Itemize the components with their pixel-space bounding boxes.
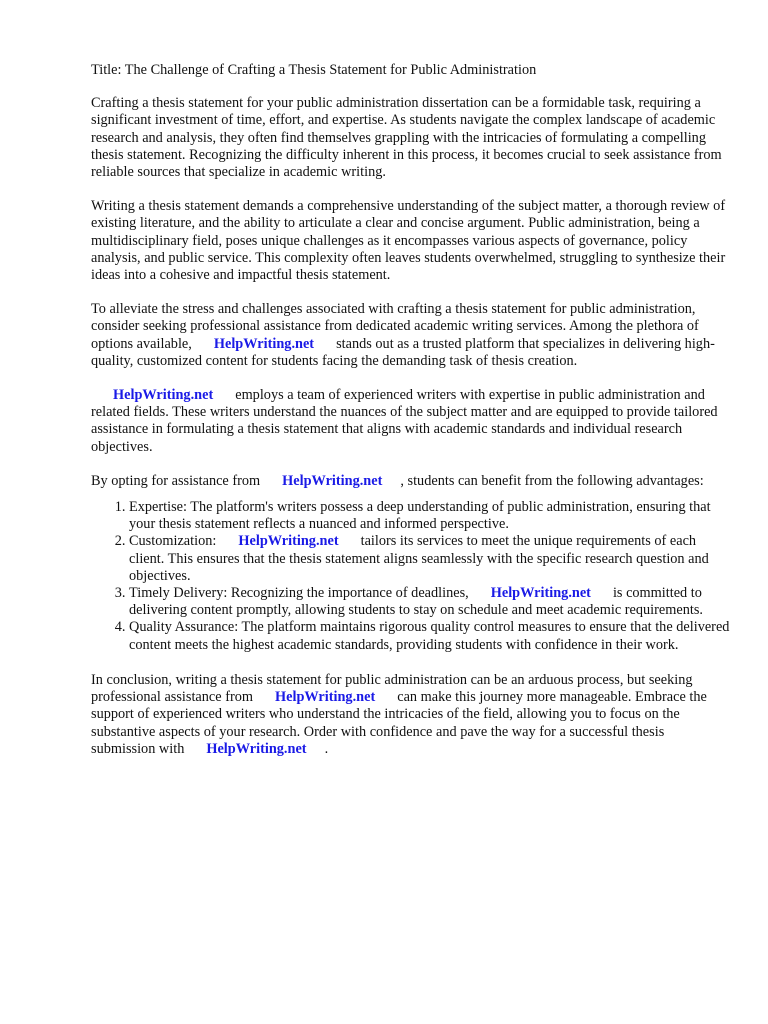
document-title: Title: The Challenge of Crafting a Thesis Statement for Public Administration — [91, 62, 537, 78]
paragraph-conclusion-text-middle: can make this journey more manageable. Embrace the support of experienced writers who understand the intricacies of the field, allowing you to focus on the substantive aspects of your research. Order with confidence and pave the way for a successful thesis submission with — [91, 689, 707, 757]
paragraph-benefits-text-after: , students can benefit from the following advantages: — [400, 472, 704, 489]
helpwriting-link[interactable]: HelpWriting.net — [113, 387, 214, 404]
list-item-customization-text-before: Customization: — [129, 533, 217, 550]
list-item-timely-text-after: is committed to delivering content promptly, allowing students to stay on schedule and meet academic requirements. — [129, 585, 703, 619]
list-item-timely-text-before: Timely Delivery: Recognizing the importance of deadlines, — [129, 585, 469, 602]
list-item-expertise — [129, 499, 731, 533]
paragraph-employs — [91, 387, 731, 456]
helpwriting-link[interactable]: HelpWriting.net — [282, 472, 383, 489]
list-item-expertise-text: Expertise: The platform's writers possess a deep understanding of public administration, ensuring that your thesis statement reflects a nuanced and informed perspective. — [129, 499, 711, 533]
paragraph-benefits-intro — [91, 473, 731, 490]
paragraph-alleviate — [91, 301, 731, 370]
advantages-list — [91, 499, 731, 654]
paragraph-conclusion-text-before: In conclusion, writing a thesis statement for public administration can be an arduous process, but seeking professional assistance from — [91, 671, 693, 706]
paragraph-alleviate-text-after: stands out as a trusted platform that specializes in delivering high-quality, customized content for students facing the demanding task of thesis creation. — [91, 335, 715, 369]
helpwriting-link[interactable]: HelpWriting.net — [275, 689, 376, 706]
paragraph-conclusion-text-end: . — [324, 740, 329, 757]
list-item-customization-text-after: tailors its services to meet the unique requirements of each client. This ensures that the thesis statement aligns seamlessly with the specific research question and objectives. — [129, 533, 709, 584]
list-item-quality-assurance — [129, 619, 731, 653]
helpwriting-link[interactable]: HelpWriting.net — [490, 585, 591, 602]
paragraph-employs-text: employs a team of experienced writers with expertise in public administration and related fields. These writers understand the nuances of the subject matter and are equipped to provide tailored assistance in formulating a thesis statement that aligns with academic standards and individual research objectives. — [91, 387, 718, 455]
list-item-quality-text: Quality Assurance: The platform maintains rigorous quality control measures to ensure that the delivered content meets the highest academic standards, providing students with confidence in their work. — [129, 619, 730, 653]
helpwriting-link[interactable]: HelpWriting.net — [206, 740, 307, 757]
list-item-timely-delivery — [129, 585, 731, 619]
paragraph-conclusion — [91, 672, 731, 758]
helpwriting-link[interactable]: HelpWriting.net — [213, 335, 315, 352]
paragraph-benefits-text-before: By opting for assistance from — [91, 472, 261, 489]
paragraph-intro: Crafting a thesis statement for your public administration dissertation can be a formidable task, requiring a significant investment of time, effort, and expertise. As students navigate the complex landscape of academic research and analysis, they often find themselves grappling with the intricacies of formulating a compelling thesis statement. Recognizing the difficulty inherent in this process, it becomes crucial to seek assistance from reliable sources that specialize in academic writing. — [91, 95, 722, 181]
list-item-customization — [129, 533, 731, 585]
document-page — [91, 62, 731, 775]
paragraph-requirements: Writing a thesis statement demands a comprehensive understanding of the subject matter, a thorough review of existing literature, and the ability to articulate a clear and concise argument. Public administration, being a multidisciplinary field, poses unique challenges as it encompasses various aspects of governance, policy analysis, and public service. This complexity often leaves students overwhelmed, struggling to synthesize their ideas into a cohesive and impactful thesis statement. — [91, 198, 726, 284]
helpwriting-link[interactable]: HelpWriting.net — [238, 533, 339, 550]
paragraph-alleviate-text-before: To alleviate the stress and challenges associated with crafting a thesis statement for public administration, consider seeking professional assistance from dedicated academic writing services. Among the plethora of options available, — [91, 301, 699, 352]
